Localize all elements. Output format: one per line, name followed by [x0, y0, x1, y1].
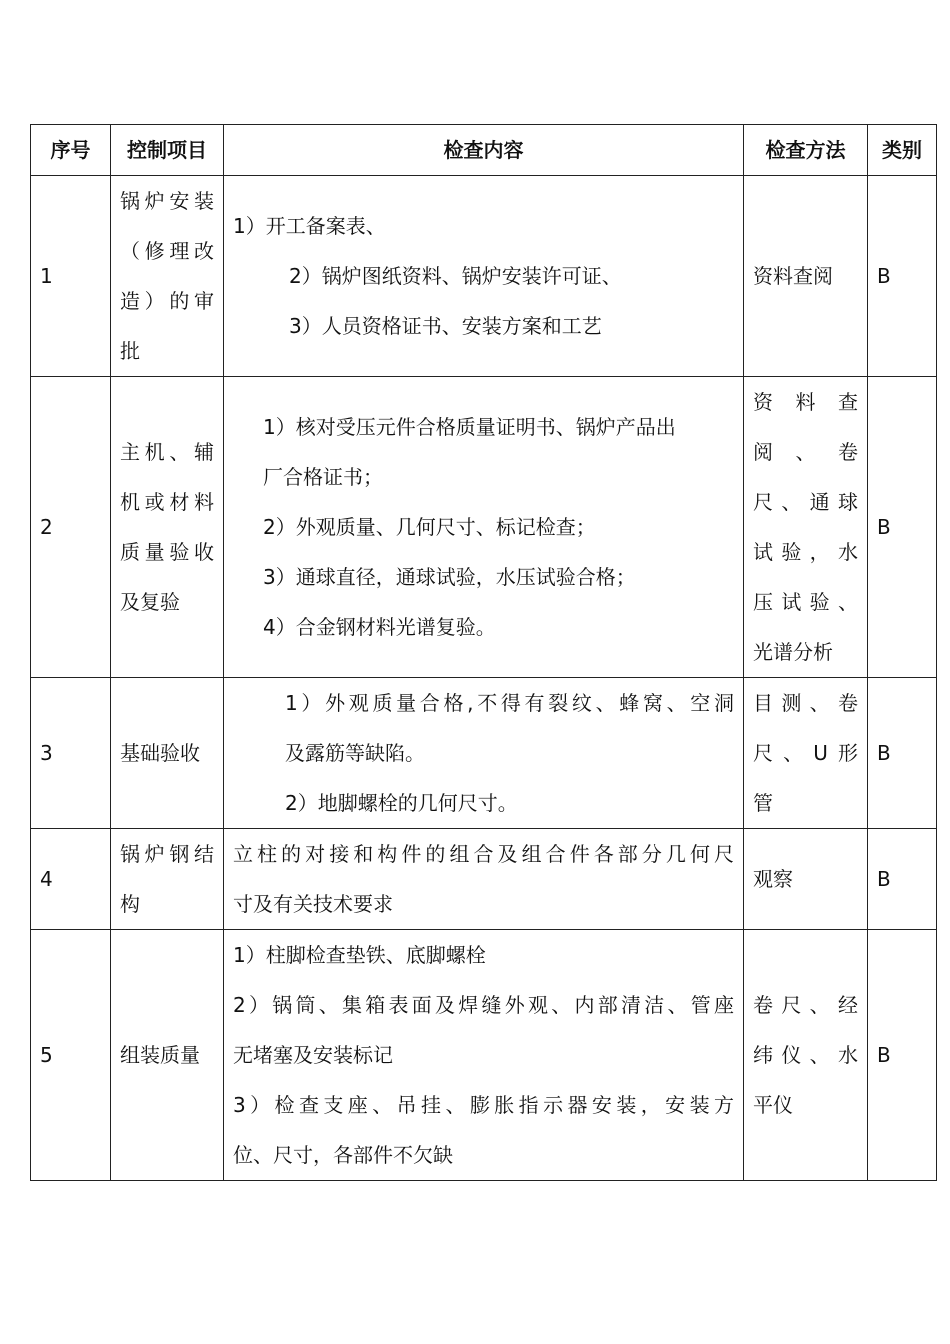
- row-content: 1）核对受压元件合格质量证明书、锅炉产品出 厂合格证书； 2）外观质量、几何尺寸、标记检查； 3）通球直径，通球试验，水压试验合格； 4）合金钢材料光谱复验。: [224, 377, 744, 678]
- row-category: B: [868, 176, 937, 377]
- row-no: 5: [31, 930, 111, 1181]
- row-content: 立柱的对接和构件的组合及组合件各部分几何尺 寸及有关技术要求: [224, 829, 744, 930]
- row-item: 主机、辅 机或材料 质量验收 及复验: [111, 377, 224, 678]
- row-item: 锅炉钢结 构: [111, 829, 224, 930]
- row-no: 2: [31, 377, 111, 678]
- row-method: 卷尺、经 纬仪、水 平仪: [744, 930, 868, 1181]
- row-category: B: [868, 678, 937, 829]
- header-no: 序号: [31, 125, 111, 176]
- row-item: 基础验收: [111, 678, 224, 829]
- row-category: B: [868, 829, 937, 930]
- row-content: 1）外观质量合格,不得有裂纹、蜂窝、空洞 及露筋等缺陷。 2）地脚螺栓的几何尺寸。: [224, 678, 744, 829]
- header-content: 检查内容: [224, 125, 744, 176]
- table-row: [31, 829, 937, 930]
- row-item: 组装质量: [111, 930, 224, 1181]
- row-no: 1: [31, 176, 111, 377]
- header-item: 控制项目: [111, 125, 224, 176]
- table-row: [31, 176, 937, 377]
- row-method: 观察: [744, 829, 868, 930]
- header-row: [31, 125, 937, 176]
- row-method: 资料查 阅、卷 尺、通球 试验，水 压试验、 光谱分析: [744, 377, 868, 678]
- header-category: 类别: [868, 125, 937, 176]
- table-row: [31, 377, 937, 678]
- row-content: 1）柱脚检查垫铁、底脚螺栓 2）锅筒、集箱表面及焊缝外观、内部清洁、管座 无堵塞及安装标记 3）检查支座、吊挂、膨胀指示器安装，安装方 位、尺寸，各部件不欠缺: [224, 930, 744, 1181]
- row-no: 4: [31, 829, 111, 930]
- row-content: 1）开工备案表、 2）锅炉图纸资料、锅炉安装许可证、 3）人员资格证书、安装方案和工艺: [224, 176, 744, 377]
- row-item: 锅炉安装 （修理改 造）的审 批: [111, 176, 224, 377]
- row-method: 目测、卷 尺、U形 管: [744, 678, 868, 829]
- table-row: [31, 678, 937, 829]
- row-no: 3: [31, 678, 111, 829]
- inspection-table: [30, 124, 937, 1181]
- row-method: 资料查阅: [744, 176, 868, 377]
- header-method: 检查方法: [744, 125, 868, 176]
- table-row: [31, 930, 937, 1181]
- row-category: B: [868, 930, 937, 1181]
- row-category: B: [868, 377, 937, 678]
